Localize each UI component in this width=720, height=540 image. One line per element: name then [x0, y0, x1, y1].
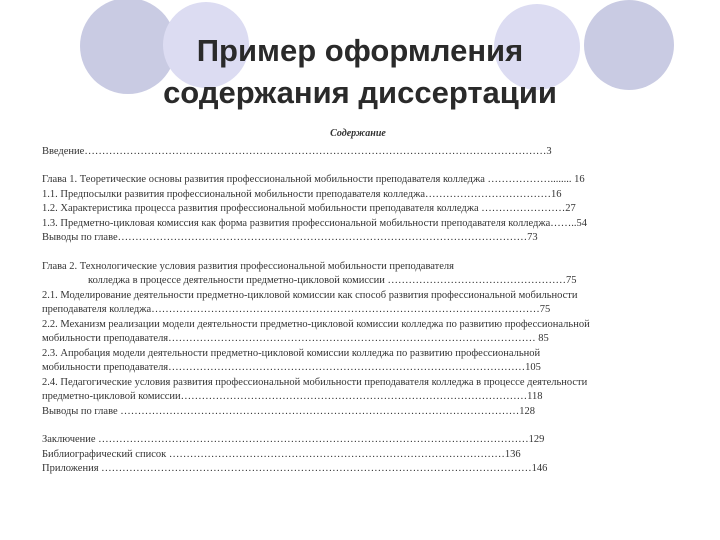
toc-entry-2-2: 2.2. Механизм реализации модели деятельности предметно-цикловой комиссии колледжа по развитию профессиональной: [42, 318, 590, 330]
toc-entry-2-1-cont: преподавателя колледжа…………………………………………………………………………………………………75: [42, 304, 551, 315]
toc-entry-2-4: 2.4. Педагогические условия развития профессиональной мобильности преподавателя колледжа в процессе деятельности: [42, 376, 588, 388]
slide-title-line-1: Пример оформления: [196, 33, 524, 68]
toc-entry-chapter-1-summary: Выводы по главе………………………………………………………………………………………………………73: [42, 232, 538, 243]
toc-entry-2-4-cont: предметно-цикловой комиссии………………………………………………………………………………………118: [42, 391, 543, 402]
toc-entry-bibliography: Библиографический список ……………………………………………………………………………………136: [42, 448, 521, 460]
toc-entry-2-2-cont: мобильности преподавателя…………………………………………………………………………………………… 85: [42, 333, 549, 344]
toc-heading: Содержание: [330, 128, 386, 139]
toc-entry-1-2: 1.2. Характеристика процесса развития профессиональной мобильности преподавателя колледжа ……………………27: [42, 203, 576, 214]
slide-title-line-2: содержания диссертации: [163, 75, 557, 110]
toc-entry-appendices: Приложения ……………………………………………………………………………………………………………146: [42, 463, 548, 474]
toc-entry-1-3: 1.3. Предметно-цикловая комиссия как форма развития профессиональной мобильности преподавателя колледжа……..54: [42, 217, 587, 229]
toc-entry-chapter-2-cont: колледжа в процессе деятельности предметно-цикловой комиссии ……………………………………………75: [88, 275, 577, 286]
toc-entry-1-1: 1.1. Предпосылки развития профессиональной мобильности преподавателя колледжа………………………………16: [42, 188, 562, 200]
toc-entry-intro: Введение……………………………………………………………………………………………………………………3: [42, 145, 552, 157]
toc-entry-conclusion: Заключение ……………………………………………………………………………………………………………129: [42, 434, 545, 445]
slide-title: [0, 30, 720, 114]
toc-entry-chapter-2: Глава 2. Технологические условия развития профессиональной мобильности преподавателя: [42, 260, 454, 272]
toc-entry-chapter-2-summary: Выводы по главе ……………………………………………………………………………………………………128: [42, 405, 536, 417]
table-of-contents: [42, 127, 674, 477]
toc-entry-2-3: 2.3. Апробация модели деятельности предметно-цикловой комиссии колледжа по развитию профессиональной: [42, 347, 541, 359]
toc-entry-2-3-cont: мобильности преподавателя…………………………………………………………………………………………105: [42, 362, 541, 373]
toc-entry-chapter-1: Глава 1. Теоретические основы развития профессиональной мобильности преподавателя колледжа ………………........ 16: [42, 174, 585, 185]
toc-entry-2-1: 2.1. Моделирование деятельности предметно-цикловой комиссии как способ развития профессиональной мобильности: [42, 289, 578, 301]
